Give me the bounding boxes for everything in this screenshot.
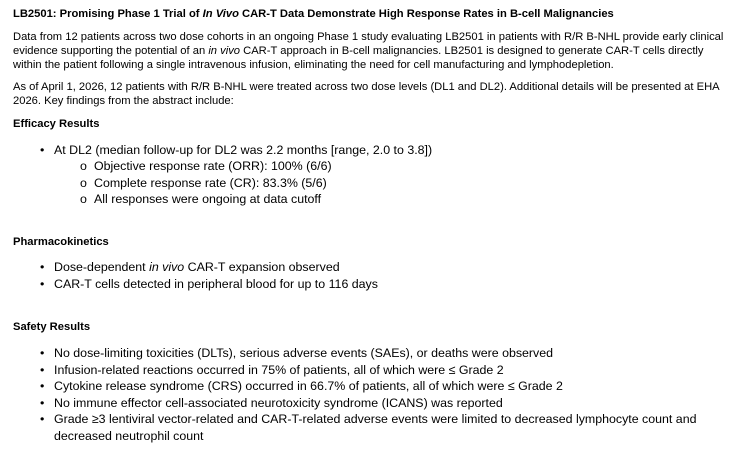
list-item-text: All responses were ongoing at data cutoff [94, 192, 322, 206]
list-item [40, 276, 378, 293]
list-item [40, 411, 710, 444]
list-item [40, 345, 710, 362]
intro-italic-text: in vivo [208, 45, 241, 57]
list-item-text: Infusion-related reactions occurred in 75% of patients, all of which were ≤ Grade 2 [54, 362, 504, 377]
bullet-icon: • [40, 260, 45, 274]
efficacy-heading: Efficacy Results [13, 118, 100, 130]
list-item-text: CAR-T cells detected in peripheral blood for up to 116 days [54, 276, 378, 291]
title-text-start: LB2501: Promising Phase 1 Trial of [13, 8, 203, 20]
efficacy-sub-list [80, 158, 332, 208]
bullet-icon: • [40, 379, 45, 393]
bullet-icon: • [40, 362, 45, 377]
list-item [40, 395, 710, 412]
pharmacokinetics-heading: Pharmacokinetics [13, 236, 109, 248]
sub-list-item [80, 158, 332, 175]
title-text-end: CAR-T Data Demonstrate High Response Rates in B-cell Malignancies [238, 8, 614, 20]
bullet-icon: • [40, 395, 45, 410]
safety-heading: Safety Results [13, 321, 91, 333]
efficacy-list [40, 142, 432, 159]
title-italic-text: In Vivo [202, 8, 239, 20]
list-item-text: No immune effector cell-associated neurotoxicity syndrome (ICANS) was reported [54, 395, 503, 410]
document-title [13, 7, 614, 21]
sub-list-item [80, 175, 332, 192]
bullet-icon: • [40, 346, 45, 360]
list-item-text: Complete response rate (CR): 83.3% (5/6) [94, 175, 327, 190]
intro-paragraph [13, 30, 725, 72]
list-item [40, 362, 710, 379]
list-item-text: Cytokine release syndrome (CRS) occurred in 66.7% of patients, all of which were ≤ Grade 2 [54, 379, 563, 393]
list-item-text: No dose-limiting toxicities (DLTs), serious adverse events (SAEs), or deaths were observed [54, 346, 554, 360]
list-item-italic-text: in vivo [149, 260, 185, 274]
list-item [40, 142, 432, 159]
list-item [40, 378, 710, 395]
sub-bullet-icon: o [80, 159, 87, 173]
list-item-text: Grade ≥3 lentiviral vector-related and CAR-T-related adverse events were limited to decreased lymphocyte count and decreased neutrophil count [54, 412, 697, 443]
list-item-text: At DL2 (median follow-up for DL2 was 2.2 months [range, 2.0 to 3.8]) [54, 143, 433, 157]
bullet-icon: • [40, 276, 45, 291]
sub-bullet-icon: o [80, 175, 87, 190]
bullet-icon: • [40, 143, 45, 157]
status-paragraph: As of April 1, 2026, 12 patients with R/R B-NHL were treated across two dose levels (DL1 and DL2). Additional details will be presented at EHA 2026. Key findings from the abstract include: [13, 81, 720, 107]
intro-text-start: Data from 12 patients across two dose cohorts in an ongoing Phase 1 study evaluating LB2501 in patients with R/R B-NHL provide early clinical evidence supporting the potential of an [13, 31, 724, 57]
safety-list [40, 345, 710, 444]
list-item-text: Objective response rate (ORR): 100% (6/6) [94, 159, 332, 173]
intro-text-end: CAR-T approach in B-cell malignancies. LB2501 is designed to generate CAR-T cells directly within the patient following a single intravenous infusion, eliminating the need for cell manufacturing and lymphodepletion. [13, 45, 704, 71]
sub-list-item [80, 191, 332, 208]
pharmacokinetics-list [40, 259, 378, 292]
list-item-text-end: CAR-T expansion observed [184, 260, 340, 274]
sub-bullet-icon: o [80, 192, 87, 206]
bullet-icon: • [40, 412, 45, 426]
list-item [40, 259, 378, 276]
list-item-text-start: Dose-dependent [54, 260, 150, 274]
